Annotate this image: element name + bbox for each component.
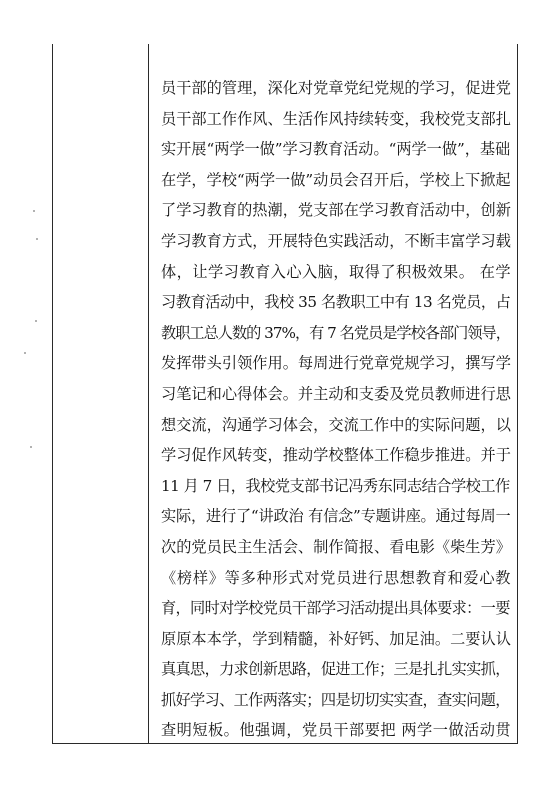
body-text	[161, 73, 511, 746]
text-line: 教职工总人数的 37%，有 7 名党员是学校各部门领导，	[161, 323, 510, 342]
table-content-cell	[149, 44, 517, 743]
text-line: 抓好学习、工作两落实；四是切切实实查，查实问题，	[161, 690, 510, 709]
scan-speck	[33, 210, 35, 212]
table-label-cell	[53, 44, 149, 743]
text-line: 员干部工作作风、生活作风持续转变，我校党支部扎	[161, 109, 511, 128]
text-line: 《榜样》等多种形式对党员进行思想教育和爱心教	[161, 568, 512, 587]
text-line: 次的党员民主生活会、制作简报、看电影《柴生芳》	[161, 537, 511, 556]
form-table	[52, 44, 518, 744]
text-line: 查明短板。他强调，党员干部要把 两学一做活动贯	[161, 721, 512, 740]
text-line: 学习促作风转变，推动学校整体工作稳步推进。并于	[161, 446, 511, 465]
text-line: 11 月 7 日，我校党支部书记冯秀东同志结合学校工作	[161, 476, 510, 495]
text-line: 体，让学习教育入心入脑，取得了积极效果。 在学	[161, 262, 512, 281]
scan-speck	[36, 238, 38, 240]
text-line: 学习教育方式，开展特色实践活动，不断丰富学习载	[161, 231, 511, 250]
text-line: 在学，学校“两学一做”动员会召开后，学校上下掀起	[161, 170, 511, 189]
scan-speck	[24, 352, 26, 354]
text-line: 员干部的管理，深化对党章党纪党规的学习，促进党	[161, 79, 511, 97]
text-line: 实开展“两学一做”学习教育活动。“两学一做”，基础	[161, 140, 511, 159]
text-line: 原原本本学，学到精髓，补好钙、加足油。二要认认	[161, 629, 511, 648]
text-line: 了学习教育的热潮，党支部在学习教育活动中，创新	[161, 201, 511, 220]
text-line: 想交流，沟通学习体会，交流工作中的实际问题，以	[161, 415, 511, 434]
text-line: 真真思，力求创新思路，促进工作；三是扎扎实实抓，	[161, 660, 510, 679]
text-line: 实际，进行了“讲政治 有信念”专题讲座。通过每周一	[161, 507, 511, 526]
text-line: 习笔记和心得体会。并主动和支委及党员教师进行思	[161, 384, 511, 403]
scan-speck	[35, 320, 37, 322]
text-line: 育，同时对学校党员干部学习活动提出具体要求：一要	[161, 599, 510, 618]
scan-speck	[30, 446, 32, 448]
text-line: 习教育活动中，我校 35 名教职工中有 13 名党员，占	[161, 293, 511, 312]
text-line: 发挥带头引领作用。每周进行党章党规学习，撰写学	[161, 354, 511, 373]
